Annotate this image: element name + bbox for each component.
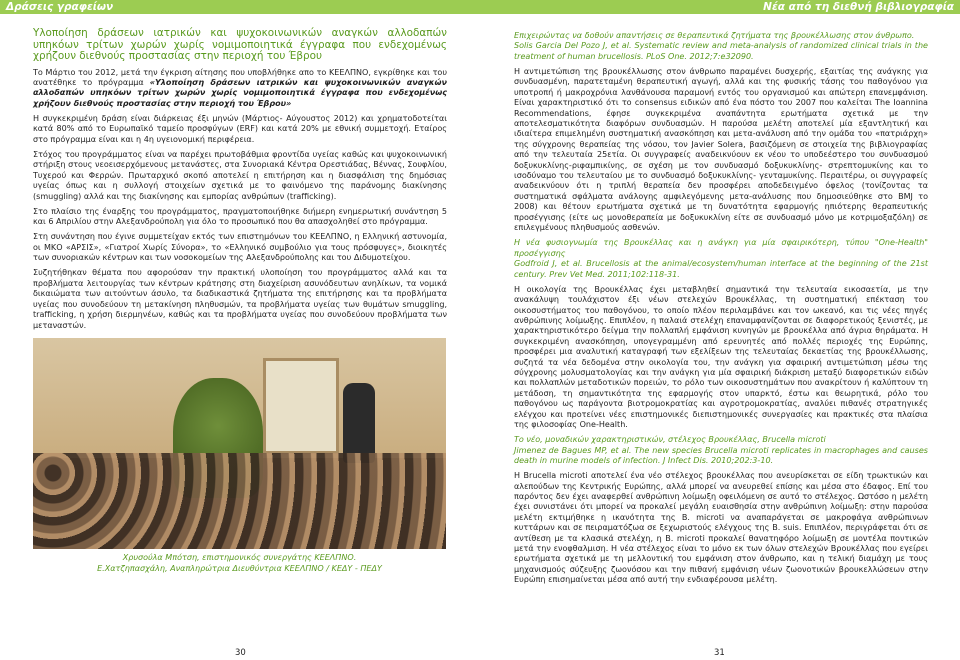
review-paragraph-3: Η Brucella microti αποτελεί ένα νέο στέλεχος βρουκέλλας που ανευρίσκεται σε είδη τρωκτικών και αλεπούδων της Κεντρικής Ευρώπης, αλλά μπορεί να ανευρεθεί επίσης και μέσα στο έδαφος. Επί του παρόντος δεν έχει αναφερθεί ανθρώπινη λοίμωξη οφειλόμενη σε αυτό το στέλεχος. Ωστόσο η μελέτη έχει συνιστάνει ότι μπορεί να προκαλεί μεγάλη ευαισθησία στην ανθρώπινη λοίμωξη: στην παρούσα μελέτη εκτιμήθηκε η ικανότητα της Β. microti να αναπαράγεται σε μακροφάγα ανθρώπινων κυττάρων και σε πειραματόζωα σε ξεχωριστούς ελέγχους της Β. suis. Επιπλέον, περιγράφεται ότι σε αντίθεση με τα κλασικά στελέχη, η Β. microti προκαλεί θανατηφόρο λοίμωξη σε μοντέλα ποντικών μετά την ενοφθαλμιση. Η νέα στέλεχος είναι το μόνο εκ των όλων στελεχών Βρουκέλλας που εγείρει ερωτήματα σχετικά με τη μελλοντική του εμφάνιση στον άνθρωπο, και η τελική διαμάχη με τους μηχανισμούς σύζευξης ζωονόσου και την πιθανή εμφάνιση νέων ζωονοτικών βρουκελλώσεων στην Ευρώπη επισημαίνεται μέσα από αυτή την ενδιαφέρουσα μελέτη. bbox=[514, 471, 928, 585]
page-number-left: 30 bbox=[235, 648, 246, 658]
paragraph-1 bbox=[33, 68, 447, 110]
photo-caption-1: Χρυσούλα Μπότση, επιστημονικός συνεργάτης ΚΕΕΛΠΝΟ. bbox=[122, 553, 357, 562]
paragraph-6: Συζητήθηκαν θέματα που αφορούσαν την πρακτική υλοποίηση του προγράμματος αλλά και τα προβλήματα λειτουργίας των κέντρων κράτησης στη διαχείριση ασυνόδευτων ανηλίκων, τα νομικά δικαιώματα των αιτούντων άσυλο, τα διαδικαστικά ζητήματα της επιτήρησης και τα προβλήματα υγείας που συνοδεύουν τη μετακίνηση πληθυσμών, τα προβλήματα υγείας των θυμάτων smuggling, trafficking, η χρήση διερμηνέων, καθώς και τα προβλήματα υγείας που συνοδεύουν προβλήματα των μεταναστών. bbox=[33, 268, 447, 330]
paragraph-4: Στο πλαίσιο της έναρξης του προγράμματος, πραγματοποιήθηκε διήμερη ενημερωτική συνάντηση 5 και 6 Απριλίου στην Αλεξανδρούπολη για όλο το προσωπικό που θα απασχοληθεί στο πρόγραμμα. bbox=[33, 206, 447, 227]
program-title: «Υλοποίηση δράσεων ιατρικών και ψυχοκοινωνικών αναγκών αλλοδαπών υπηκόων τρίτων χωρών χωρίς νομιμοποιητικά έγγραφα που ενδεχομένως χρήζουν διεθνούς προστασίας στην περιοχή του Έβρου» bbox=[33, 77, 447, 108]
reference-3: Jimenez de Bagues MP, et al. The new species Brucella microti replicates in macrophages and causes death in murine models of infection. J Infect Dis. 2010;202:3-10. bbox=[514, 445, 928, 466]
review-heading-3: Το νέο, μοναδικών χαρακτηριστικών, στέλεχος Βρουκέλλας, Brucella microti bbox=[514, 435, 826, 445]
review-paragraph-1: Η αντιμετώπιση της βρουκέλλωσης στον άνθρωπο παραμένει δυσχερής, εξαιτίας της ανάγκης για συνδυασμένη, παρατεταμένη θεραπευτική αγωγή, αλλά και της φυσικής τάσης του παθογόνου για υποτροπή ή μακροχρόνια λανθάνουσα παραμονή εντός του οργανισμού και απώτερη επανεμφάνιση. Είναι χαρακτηριστικό ότι το consensus ειδικών από ένα πόστο του 2007 που καλείται The Ioannina Recommendations, έφησε συγκεκριμένα αναπάντητα ερωτήματα σχετικά με την αποτελεσματικότητα διαφόρων συνδυασμών. Η παρούσα μελέτη αποτελεί μία εξαντλητική και ιδιαίτερα επιμελημένη συστηματική ανασκόπηση και μετα-ανάλυση από την ομάδα του «πατριάρχη» της σύγχρονης θεραπείας της νόσου, τον Javier Solera, βασιζόμενη σε στοιχεία της βιβλιογραφίας από την τελευταία 25ετία. Οι συγγραφείς αναδεικνύουν εκ νέου το υποδεέστερο του συνδυασμού δοξυκυκλίνης-ριφαμπικίνης, σε σχέση με τον συνδυασμό δοξυκυκλίνης- στρεπτομυκίνης και το ισοδύναμο του τελευταίου με το συνδυασμό δοξυκυκλίνης- γενταμυκίνης. Περαιτέρω, οι συγγραφείς αναδεικνύουν ότι η τριπλή θεραπεία δεν προσφέρει αποδεδειγμένο όφελος (τονίζοντας τα συστηματικά σφάλματα ανάλογης αμφιλεγόμενης μετα-ανάλυσης που δημοσιεύθηκε στο BMJ το 2008) και θέτουν ερωτήματα σχετικά με τη δυνατότητα εφαρμογής ηπιότερης θεραπευτικής προσέγγισης (είτε ως μονοθεραπεία με δοξυκυκλίνη είτε σε συνδυασμό μόνο με κοτριμοξαζόλη) σε επιλεγμένους πληθυσμούς ασθενών. bbox=[514, 67, 928, 233]
photo-caption-2: Ε.Χατζηπασχάλη, Αναπληρώτρια Διευθύντρια ΚΕΕΛΠΝΟ / ΚΕΔΥ - ΠΕΔΥ bbox=[97, 564, 382, 573]
meeting-photo bbox=[33, 338, 446, 549]
header-bar bbox=[0, 0, 960, 14]
review-heading-1: Επιχειρώντας να δοθούν απαντήσεις σε θεραπευτικά ζητήματα της βρουκέλλωσης στον άνθρωπο. bbox=[514, 31, 915, 40]
paragraph-1-text: Το Μάρτιο του 2012, μετά την έγκριση αίτησης που υποβλήθηκε απο το ΚΕΕΛΠΝΟ, εγκρίθηκε και του ανατέθηκε το πρόγραμμα bbox=[33, 67, 447, 87]
reference-1: Solis Garcia Del Pozo J, et al. Systematic review and meta-analysis of randomized clinical trials in the treatment of human brucellosis. PLoS One. 2012;7:e32090. bbox=[514, 41, 928, 61]
left-column bbox=[33, 28, 447, 336]
paragraph-5: Στη συνάντηση που έγινε συμμετείχαν εκτός των επιστημόνων του ΚΕΕΛΠΝΟ, η Ελληνική αστυνομία, οι ΜΚΟ «ΑΡΣΙΣ», «Γιατροί Χωρίς Σύνορα», το «Ελληνικό συμβούλιο για τους πρόσφυγες», διοικητές των συνοριακών κέντρων και των νοσοκομείων της Αλεξανδρούπολης και του Διδυμοτείχου. bbox=[33, 232, 447, 263]
page-number-right: 31 bbox=[714, 648, 725, 658]
article-headline: Υλοποίηση δράσεων ιατρικών και ψυχοκοινωνικών αναγκών αλλοδαπών υπηκόων τρίτων χωρών χωρίς νομιμοποιητικά έγγραφα που ενδεχομένως χρήζουν διεθνούς προστασίας στην περιοχή του Έβρου bbox=[33, 27, 447, 63]
review-heading-2: Η νέα φυσιογνωμία της Βρουκέλλας και η ανάγκη για μία σφαιρικότερη, τύπου "One-Health" προσέγγισης bbox=[514, 238, 928, 258]
paragraph-3: Στόχος του προγράμματος είναι να παρέχει πρωτοβάθμια φροντίδα υγείας καθώς και ψυχοκοινωνική στήριξη στους νεοεισερχόμενους μετανάστες, στα Συνοριακά Κέντρα Ορεστιάδας, Βέννας, Σουφλίου, Τυχερού και Φερρών. Πρωταρχικό σκοπό αποτελεί η επιτήρηση και η διασφάλιση της δημόσιας υγείας όπως και η συλλογή στοιχείων σχετικά με το φαινόμενο της παράνομης διακίνησης (smuggling) αλλά και της διακίνησης και εμπορίας ανθρώπων (trafficking). bbox=[33, 150, 447, 201]
right-column bbox=[514, 31, 928, 591]
reference-2: Godfroid J, et al. Brucellosis at the animal/ecosystem/human interface at the beginning of the 21st century. Prev Vet Med. 2011;102:118-31. bbox=[514, 259, 928, 279]
section-title: Δράσεις γραφείων bbox=[6, 1, 114, 13]
section-title-right: Νέα από τη διεθνή βιβλιογραφία bbox=[763, 1, 954, 13]
review-paragraph-2: Η οικολογία της Βρουκέλλας έχει μεταβληθεί σημαντικά την τελευταία εικοσαετία, με την ανακάλυψη τουλάχιστον έξι νέων στελεχών Βρουκέλλας, τη συστηματική επέκταση του οικοσυστήματος του παθογόνου, το οποίο πλέον περιλαμβάνει και τον ωκεανό, και τις νέες πηγές ανθρώπινης λοίμωξης. Επιπλέον, η παλαιά στελέχη επαναμφανίζονται σε διαφορετικούς ξενιστές, με χαρακτηριστικότερο δείγμα την πολλαπλή εμφάνιση κυνηγών με βρουκέλλα από άγρια θηράματα. Η συγκεκριμένη ανασκόπηση, υπογεγραμμένη από ερευνητές από πολλές περιοχές της Ευρώπης, προσφέρει μια αναλυτική καταγραφή των εξελίξεων της τελευταίας δεκαετίας της βρουκέλλωσης, συζητά τα νέα δεδομένα στην οικολογία του, την ανάγκη για σφαιρική αντιμετώπιση μέσω της σύγχρονης μολυσματολογίας και την ανάγκη για μία σφαιρική διάκριση μεταξύ διαφορετικών ειδών και πολλαπλών μεταδοτικών πορειών, το ρόλο των οικοσυστημάτων που ανακρίτουν ή καλύπτουν τη μετάδοση, τη σημαντικότητα της εφαρμογής στον υπαρκτό, έστω και θεωρητικά, ρόλο του παθογόνου ως παράγοντα βιοτρομοκρατίας και αγροτρομοκρατίας, αναλύει πιθανές στρατηγικές ελέγχου και προτείνει νέες επιστημονικές διεπιστημονικές συνεργασίες και πρακτικές στα πλαίσια της φιλοσοφίας One-Health. bbox=[514, 284, 928, 430]
paragraph-2: Η συγκεκριμένη δράση είναι διάρκειας έξι μηνών (Μάρτιος- Αύγουστος 2012) και χρηματοδοτείται κατά 80% από το Ευρωπαϊκό ταμείο προσφύγων (ERF) και κατά 20% με εθνική συμμετοχή. Εταίρος στο πρόγραμμα είναι και η 4η υγειονομική περιφέρεια. bbox=[33, 114, 447, 144]
